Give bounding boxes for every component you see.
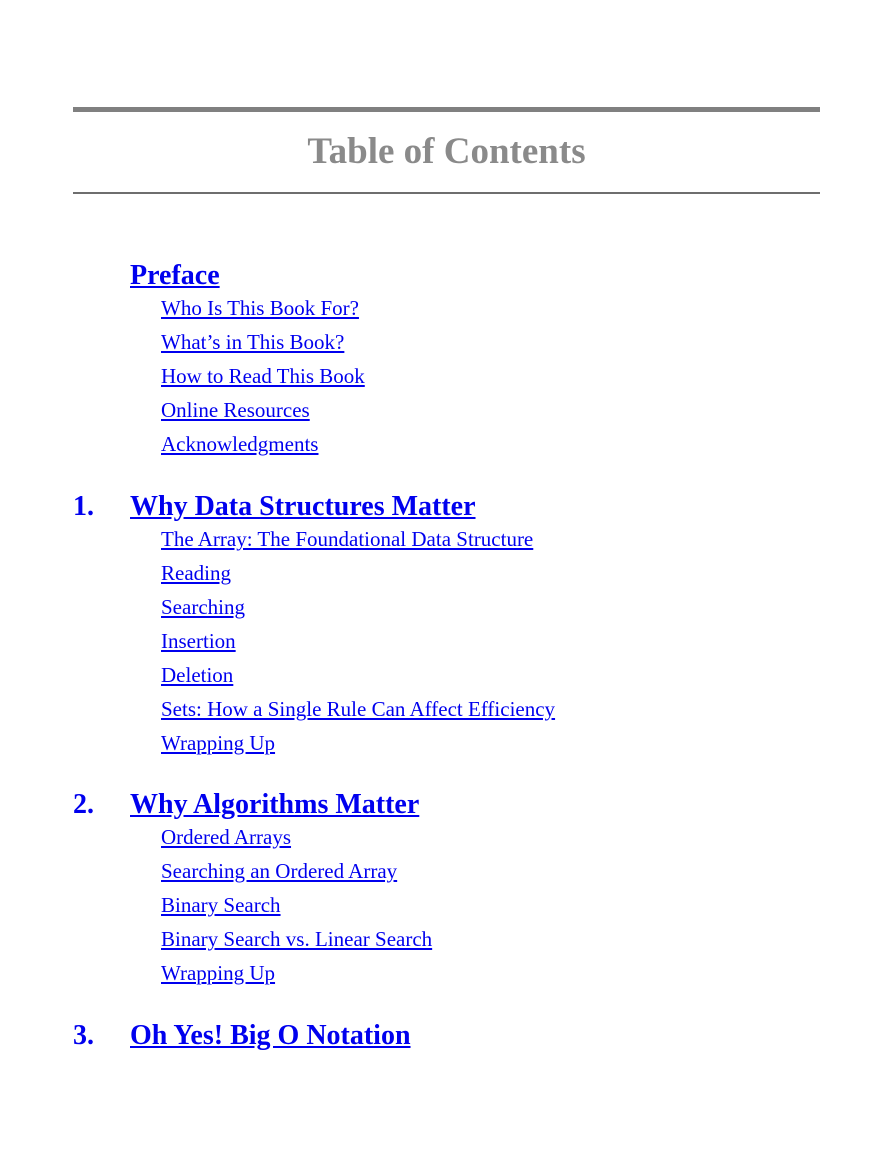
list-item xyxy=(73,627,820,661)
title-underline-rule xyxy=(73,192,820,194)
section-link[interactable]: Online Resources xyxy=(161,398,310,422)
list-item xyxy=(73,396,820,430)
list-item xyxy=(73,430,820,464)
section-link[interactable]: Wrapping Up xyxy=(161,731,276,755)
section-link[interactable]: Searching xyxy=(161,595,245,619)
top-rule xyxy=(73,107,820,112)
section-link[interactable]: Binary Search xyxy=(161,893,281,917)
list-item xyxy=(73,559,820,593)
list-item xyxy=(73,294,820,328)
chapter-number: 2. xyxy=(73,789,94,820)
section-link[interactable]: Wrapping Up xyxy=(161,961,276,985)
section-link[interactable]: What’s in This Book? xyxy=(161,330,345,354)
toc-chapter-2 xyxy=(73,787,820,993)
page-title: Table of Contents xyxy=(307,131,586,172)
chapter-heading xyxy=(73,258,820,294)
section-link[interactable]: Ordered Arrays xyxy=(161,825,292,849)
chapter-heading xyxy=(73,489,820,525)
chapter-heading xyxy=(73,787,820,823)
list-item xyxy=(73,695,820,729)
chapter-number: 3. xyxy=(73,1020,94,1051)
chapter-heading xyxy=(73,1018,820,1054)
section-link[interactable]: How to Read This Book xyxy=(161,364,365,388)
list-item xyxy=(73,959,820,993)
list-item xyxy=(73,891,820,925)
list-item xyxy=(73,925,820,959)
section-link[interactable]: Sets: How a Single Rule Can Affect Efficiency xyxy=(161,697,556,721)
list-item xyxy=(73,857,820,891)
toc-chapter-1 xyxy=(73,489,820,763)
section-list xyxy=(73,525,820,763)
list-item xyxy=(73,525,820,559)
list-item xyxy=(73,661,820,695)
list-item xyxy=(73,328,820,362)
section-list xyxy=(73,823,820,993)
section-link[interactable]: Who Is This Book For? xyxy=(161,296,359,320)
list-item xyxy=(73,362,820,396)
toc-chapter-preface xyxy=(73,258,820,464)
section-link[interactable]: Insertion xyxy=(161,629,236,653)
toc-chapter-3 xyxy=(73,1018,820,1054)
section-list xyxy=(73,294,820,464)
chapter-number: 1. xyxy=(73,491,94,522)
chapter-link-why-data-structures-matter[interactable]: Why Data Structures Matter xyxy=(130,491,476,522)
list-item xyxy=(73,593,820,627)
list-item xyxy=(73,729,820,763)
chapter-link-preface[interactable]: Preface xyxy=(130,260,220,291)
section-link[interactable]: Binary Search vs. Linear Search xyxy=(161,927,433,951)
section-link[interactable]: Acknowledgments xyxy=(161,432,319,456)
section-link[interactable]: Deletion xyxy=(161,663,234,687)
section-link[interactable]: Searching an Ordered Array xyxy=(161,859,398,883)
section-link[interactable]: The Array: The Foundational Data Structure xyxy=(161,527,534,551)
list-item xyxy=(73,823,820,857)
section-link[interactable]: Reading xyxy=(161,561,231,585)
chapter-link-why-algorithms-matter[interactable]: Why Algorithms Matter xyxy=(130,789,420,820)
chapter-link-big-o-notation[interactable]: Oh Yes! Big O Notation xyxy=(130,1020,411,1051)
